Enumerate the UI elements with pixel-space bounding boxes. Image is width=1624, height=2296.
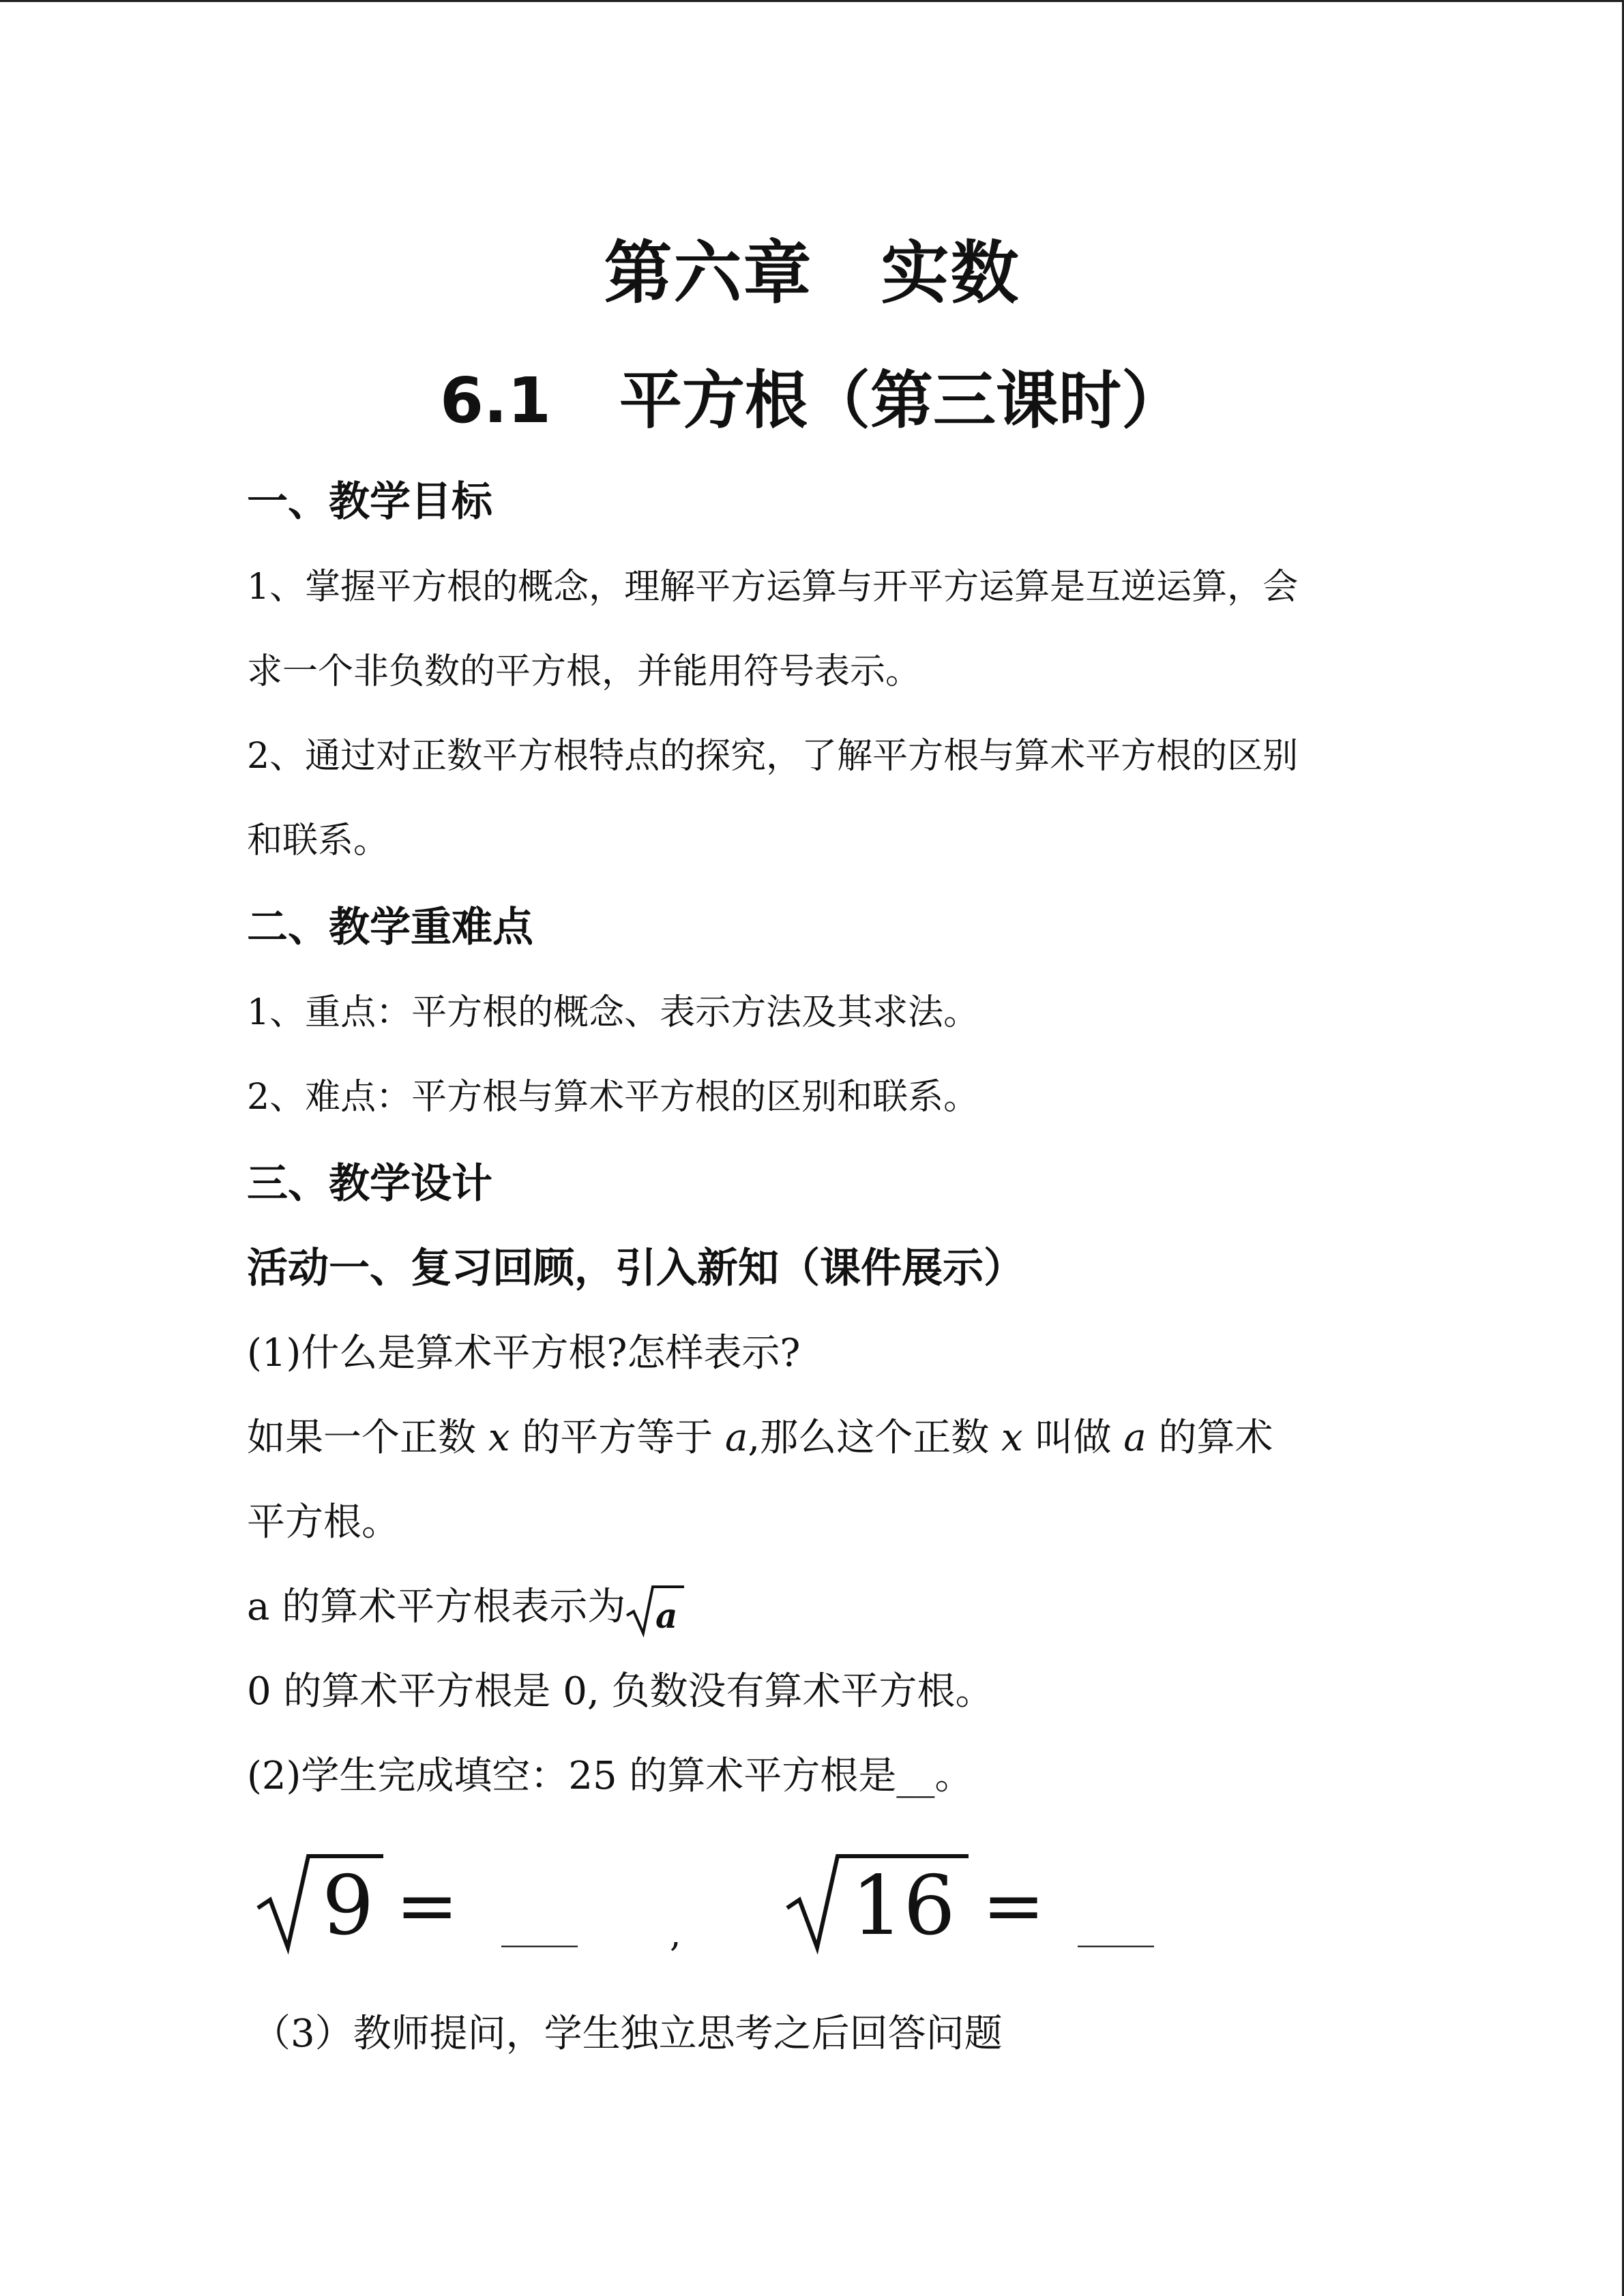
definition-text-d: 叫做: [1035, 1416, 1112, 1460]
sqrt-a-radicand: a: [655, 1595, 678, 1636]
equals-sign-1: =: [396, 1862, 459, 1949]
question-1: (1)什么是算术平方根?怎样表示?: [247, 1331, 801, 1375]
sqrt-9-radicand: 9: [322, 1859, 374, 1954]
equals-sign-2: =: [982, 1862, 1046, 1949]
notation-text: a 的算术平方根表示为: [247, 1585, 626, 1629]
section-heading-key-points: 二、教学重难点: [247, 904, 533, 951]
chapter-name: 实数: [881, 233, 1020, 313]
variable-x: x: [488, 1416, 510, 1460]
lesson-number: 6.1: [440, 364, 551, 437]
section-heading-design: 三、教学设计: [247, 1160, 492, 1208]
zero-rule: 0 的算术平方根是 0, 负数没有算术平方根。: [247, 1669, 994, 1714]
page-border-top: [0, 0, 1624, 2]
definition-line-1: [247, 1407, 1273, 1462]
sqrt-equations: [252, 1834, 1275, 1971]
comma-separator: ,: [670, 1914, 681, 1955]
notation-line: [247, 1577, 685, 1637]
answer-blank-2: ____: [1078, 1903, 1154, 1948]
definition-text-e: 的算术: [1158, 1416, 1273, 1460]
objective-2-line-1: 2、通过对正数平方根特点的探究，了解平方根与算术平方根的区别: [247, 736, 1299, 777]
definition-text-b: 的平方等于: [522, 1416, 713, 1460]
objective-2-line-2: 和联系。: [247, 820, 389, 861]
question-3: （3）教师提问，学生独立思考之后回答问题: [252, 2012, 1003, 2056]
lesson-title: [0, 351, 1624, 441]
variable-a-2: a: [1123, 1416, 1147, 1460]
answer-blank-1: ____: [501, 1903, 578, 1948]
definition-text-a: 如果一个正数: [247, 1416, 476, 1460]
objective-1-line-2: 求一个非负数的平方根，并能用符号表示。: [247, 651, 921, 692]
key-point-1: 1、重点：平方根的概念、表示方法及其求法。: [247, 992, 979, 1033]
section-heading-objectives: 一、教学目标: [247, 478, 492, 526]
activity-heading: 活动一、复习回顾，引入新知（课件展示）: [247, 1244, 1024, 1292]
chapter-number: 第六章: [604, 233, 813, 313]
variable-x-2: x: [1001, 1416, 1023, 1460]
sqrt-9-symbol: [258, 1856, 383, 1954]
sqrt-16-symbol: [787, 1856, 969, 1954]
sqrt-a-symbol: [625, 1583, 685, 1637]
variable-a: a: [725, 1416, 748, 1460]
objective-1-line-1: 1、掌握平方根的概念，理解平方运算与开平方运算是互逆运算，会: [247, 567, 1299, 608]
chapter-title: [0, 218, 1624, 316]
question-2: (2)学生完成填空：25 的算术平方根是__。: [247, 1754, 973, 1798]
key-point-2: 2、难点：平方根与算术平方根的区别和联系。: [247, 1077, 979, 1118]
equation-graphic: [252, 1834, 1275, 1971]
definition-text-c: ,那么这个正数: [748, 1416, 990, 1460]
sqrt-16-radicand: 16: [851, 1859, 956, 1954]
lesson-name: 平方根（第三课时）: [619, 364, 1184, 437]
definition-line-2: 平方根。: [247, 1500, 400, 1545]
